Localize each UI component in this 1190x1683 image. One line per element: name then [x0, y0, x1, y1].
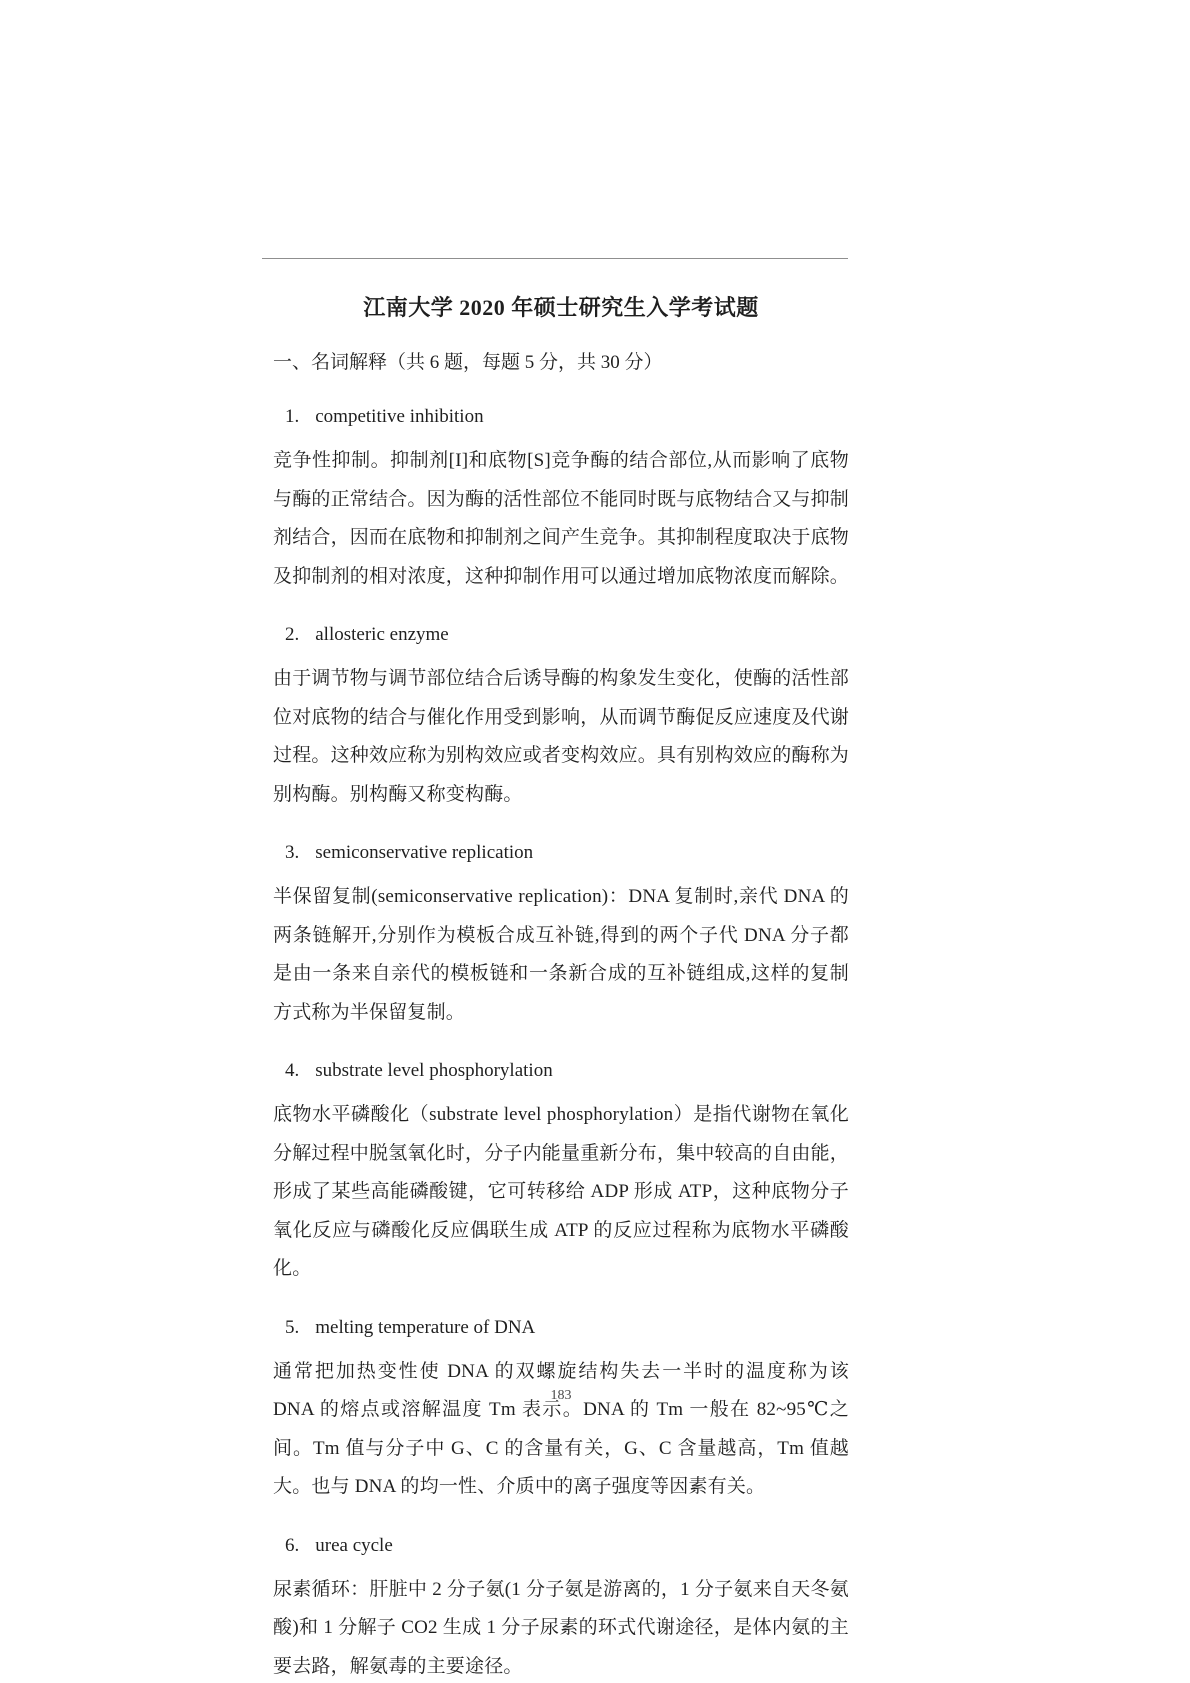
term-label: semiconservative replication — [315, 842, 534, 863]
term-number: 6. — [285, 1534, 300, 1556]
term-definition: 半保留复制(semiconservative replication)：DNA 复制时,亲代 DNA 的两条链解开,分别作为模板合成互补链,得到的两个子代 DNA 分子都是由一条来自亲代的模板链和一条新合成的互补链组成,这样的复制方式称为半保留复制。 — [273, 886, 849, 1023]
term-number: 2. — [285, 624, 300, 645]
term-label: allosteric enzyme — [315, 624, 449, 645]
term-heading — [273, 1315, 849, 1341]
term-number: 3. — [285, 842, 300, 863]
term-definition: 尿素循环：肝脏中 2 分子氨(1 分子氨是游离的，1 分子氨来自天冬氨酸)和 1 分解子 CO2 生成 1 分子尿素的环式代谢途径，是体内氨的主要去路，解氨毒的主要途径。 — [273, 1578, 849, 1677]
term-heading — [273, 404, 849, 430]
term-heading — [273, 1058, 849, 1084]
term-number: 5. — [285, 1316, 300, 1338]
term-item-4 — [273, 1058, 849, 1289]
document-content — [273, 292, 849, 1683]
term-item-2 — [273, 622, 849, 814]
term-number: 4. — [285, 1060, 300, 1081]
term-definition: 通常把加热变性使 DNA 的双螺旋结构失去一半时的温度称为该 DNA 的熔点或溶解温度 Tm 表示。DNA 的 Tm 一般在 82~95℃之间。Tm 值与分子中 G、C 的含量有关，G、C 含量越高，Tm 值越大。也与 DNA 的均一性、介质中的离子强度等因素有关。 — [273, 1360, 849, 1497]
term-label: melting temperature of DNA — [315, 1316, 536, 1338]
term-heading — [273, 622, 849, 648]
term-definition: 由于调节物与调节部位结合后诱导酶的构象发生变化，使酶的活性部位对底物的结合与催化作用受到影响，从而调节酶促反应速度及代谢过程。这种效应称为别构效应或者变构效应。具有别构效应的酶称为别构酶。别构酶又称变构酶。 — [273, 668, 850, 805]
term-item-1 — [273, 404, 849, 596]
term-label: competitive inhibition — [315, 406, 484, 427]
page-title: 江南大学 2020 年硕士研究生入学考试题 — [363, 295, 759, 320]
header-divider-line — [262, 258, 848, 259]
term-number: 1. — [285, 406, 300, 427]
term-label: substrate level phosphorylation — [315, 1060, 553, 1081]
term-definition: 竞争性抑制。抑制剂[I]和底物[S]竞争酶的结合部位,从而影响了底物与酶的正常结合。因为酶的活性部位不能同时既与底物结合又与抑制剂结合，因而在底物和抑制剂之间产生竞争。其抑制程度取决于底物及抑制剂的相对浓度，这种抑制作用可以通过增加底物浓度而解除。 — [273, 450, 850, 587]
term-item-3 — [273, 840, 849, 1032]
section-heading: 一、名词解释（共 6 题，每题 5 分，共 30 分） — [273, 352, 663, 373]
term-label: urea cycle — [315, 1534, 393, 1556]
term-definition: 底物水平磷酸化（substrate level phosphorylation）是指代谢物在氧化分解过程中脱氢氧化时，分子内能量重新分布，集中较高的自由能，形成了某些高能磷酸键，它可转移给 ADP 形成 ATP，这种底物分子氧化反应与磷酸化反应偶联生成 ATP 的反应过程称为底物水平磷酸化。 — [273, 1104, 850, 1279]
term-item-6 — [273, 1533, 849, 1683]
term-heading — [273, 1533, 849, 1559]
page-number: 183 — [550, 1388, 572, 1403]
term-item-5 — [273, 1315, 849, 1507]
term-heading — [273, 840, 849, 866]
